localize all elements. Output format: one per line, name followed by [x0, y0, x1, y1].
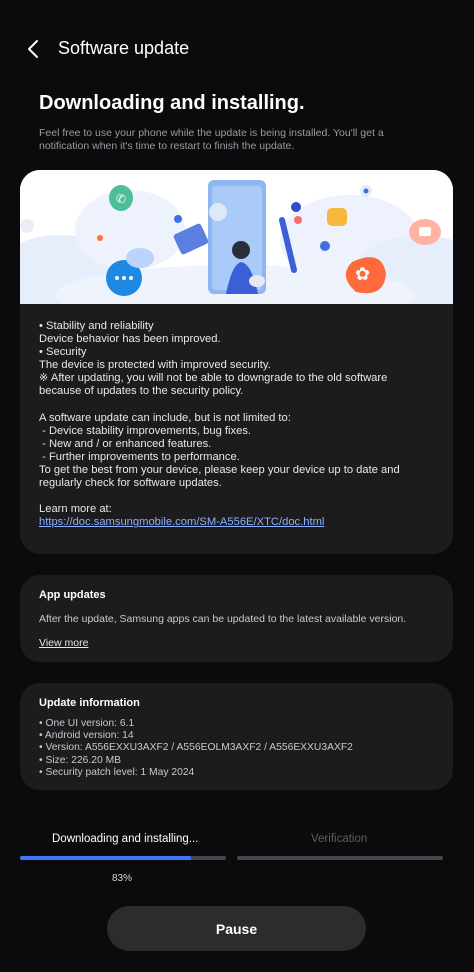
update-information-card — [20, 683, 453, 790]
notes-line: regularly check for software updates. — [39, 477, 222, 490]
notes-line: - New and / or enhanced features. — [39, 437, 212, 450]
notes-line: To get the best from your device, please keep your device up to date and — [39, 464, 400, 477]
notes-line: A software update can include, but is not limited to: — [39, 411, 291, 424]
notes-line: • Security — [39, 346, 87, 359]
back-button[interactable] — [18, 34, 48, 64]
app-updates-text: After the update, Samsung apps can be updated to the latest available version. — [39, 613, 407, 625]
download-progress-bar — [20, 856, 226, 860]
svg-text:✿: ✿ — [355, 264, 371, 285]
notes-line: because of updates to the security policy. — [39, 385, 244, 398]
page-title: Software update — [58, 38, 190, 58]
notes-line: - Further improvements to performance. — [39, 450, 240, 463]
progress-percent: 83% — [112, 873, 133, 884]
pause-button[interactable]: Pause — [107, 906, 366, 951]
info-item: • Version: A556EXXU3AXF2 / A556EOLM3AXF2 / A556EXXU3AXF2 — [39, 742, 353, 754]
notes-spacer — [39, 399, 439, 412]
svg-text:✆: ✆ — [116, 192, 127, 206]
view-more-link[interactable]: View more — [39, 637, 89, 649]
notes-line: The device is protected with improved security. — [39, 359, 271, 372]
info-item: • Android version: 14 — [39, 730, 134, 742]
status-title: Downloading and installing. — [39, 92, 305, 114]
chevron-left-icon — [26, 39, 40, 59]
downloading-step-label: Downloading and installing... — [52, 833, 199, 845]
notes-spacer — [39, 490, 439, 503]
info-item: • One UI version: 6.1 — [39, 718, 135, 729]
notes-line: • Stability and reliability — [39, 320, 154, 332]
info-item: • Security patch level: 1 May 2024 — [39, 766, 195, 778]
notes-line: Learn more at: — [39, 503, 112, 516]
notes-line: - Device stability improvements, bug fixes. — [39, 424, 252, 437]
download-progress-fill — [20, 856, 191, 860]
release-notes — [39, 320, 439, 530]
notes-line: ※ After updating, you will not be able to downgrade to the old software — [39, 372, 388, 385]
app-updates-card — [20, 575, 453, 662]
verification-progress-bar — [237, 856, 443, 860]
release-notes-card — [20, 170, 453, 554]
learn-more-link[interactable]: https://doc.samsungmobile.com/SM-A556E/XTC/doc.html — [39, 516, 325, 529]
intro-text — [39, 127, 439, 153]
update-illustration — [20, 170, 453, 304]
verification-step-label: Verification — [311, 833, 368, 845]
info-item: • Size: 226.20 MB — [39, 754, 122, 766]
intro-line: Feel free to use your phone while the update is being installed. You'll get a — [39, 127, 384, 139]
intro-line: notification when it's time to restart to finish the update. — [39, 140, 295, 152]
app-updates-title: App updates — [39, 589, 106, 601]
update-info-title: Update information — [39, 697, 140, 709]
notes-line: Device behavior has been improved. — [39, 333, 221, 346]
update-info-list — [39, 718, 353, 779]
app-header — [0, 24, 474, 76]
